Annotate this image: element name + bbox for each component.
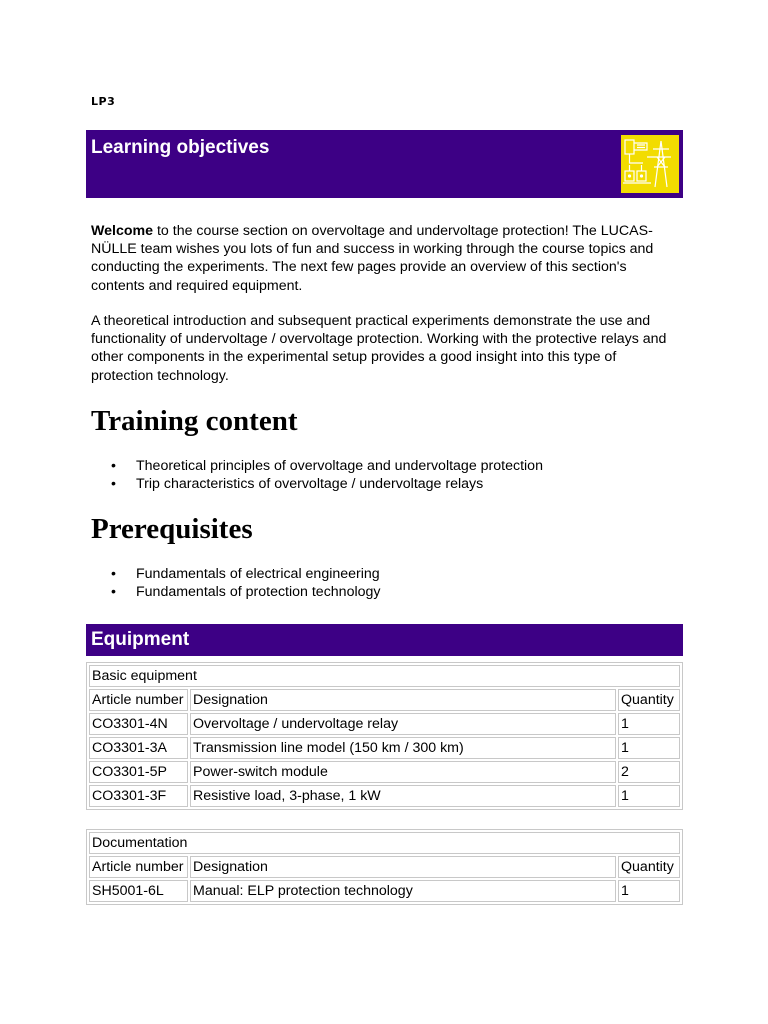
- table-row: [89, 761, 680, 783]
- designation: Transmission line model (150 km / 300 km): [190, 737, 616, 759]
- training-content-heading: Training content: [91, 405, 298, 437]
- quantity: 1: [618, 785, 680, 807]
- quantity: 1: [618, 880, 680, 902]
- column-header-designation: Designation: [190, 689, 616, 711]
- objectives-banner: [86, 130, 683, 198]
- designation: Overvoltage / undervoltage relay: [190, 713, 616, 735]
- quantity: 1: [618, 713, 680, 735]
- welcome-text: to the course section on overvoltage and undervoltage protection! The LUCAS-NÜLLE team wishes you lots of fun and success in working through the course topics and conducting the experiments. The next few pages provide an overview of this section's contents and required equipment.: [91, 223, 654, 294]
- designation: Power-switch module: [190, 761, 616, 783]
- table-header-row: [89, 689, 680, 711]
- training-content-list: [91, 457, 543, 493]
- objectives-title: Learning objectives: [91, 137, 270, 158]
- equipment-title: Equipment: [91, 629, 190, 650]
- header-code: LP3: [91, 95, 116, 108]
- quantity: 2: [618, 761, 680, 783]
- table-row: [89, 737, 680, 759]
- article-number: CO3301-3A: [89, 737, 188, 759]
- column-header-article: Article number: [89, 689, 188, 711]
- table-caption-row: [89, 665, 680, 687]
- column-header-quantity: Quantity: [618, 856, 680, 878]
- electrical-protection-logo-icon: [621, 135, 679, 193]
- list-item: • Fundamentals of electrical engineering: [111, 566, 380, 582]
- article-number: SH5001-6L: [89, 880, 188, 902]
- documentation-table: [86, 829, 683, 905]
- article-number: CO3301-3F: [89, 785, 188, 807]
- table-row: [89, 880, 680, 902]
- prerequisites-list: [91, 565, 381, 601]
- designation: Resistive load, 3-phase, 1 kW: [190, 785, 616, 807]
- column-header-article: Article number: [89, 856, 188, 878]
- table-row: [89, 785, 680, 807]
- article-number: CO3301-4N: [89, 713, 188, 735]
- list-item: • Trip characteristics of overvoltage / undervoltage relays: [111, 476, 484, 492]
- equipment-banner: [86, 624, 683, 656]
- intro-paragraph: A theoretical introduction and subsequent practical experiments demonstrate the use and functionality of undervoltage / overvoltage protection. Working with the protective relays and other components in the experimental setup provides a good insight into this type of protection technology.: [91, 313, 667, 384]
- quantity: 1: [618, 737, 680, 759]
- welcome-paragraph: [91, 222, 681, 295]
- documentation-caption: Documentation: [89, 832, 680, 854]
- table-header-row: [89, 856, 680, 878]
- basic-equipment-caption: Basic equipment: [89, 665, 680, 687]
- table-caption-row: [89, 832, 680, 854]
- prerequisites-heading: Prerequisites: [91, 513, 253, 545]
- column-header-quantity: Quantity: [618, 689, 680, 711]
- column-header-designation: Designation: [190, 856, 616, 878]
- table-row: [89, 713, 680, 735]
- list-item: • Fundamentals of protection technology: [111, 584, 381, 600]
- welcome-bold: Welcome: [91, 223, 154, 239]
- list-item: • Theoretical principles of overvoltage and undervoltage protection: [111, 458, 543, 474]
- basic-equipment-table: [86, 662, 683, 810]
- article-number: CO3301-5P: [89, 761, 188, 783]
- designation: Manual: ELP protection technology: [190, 880, 616, 902]
